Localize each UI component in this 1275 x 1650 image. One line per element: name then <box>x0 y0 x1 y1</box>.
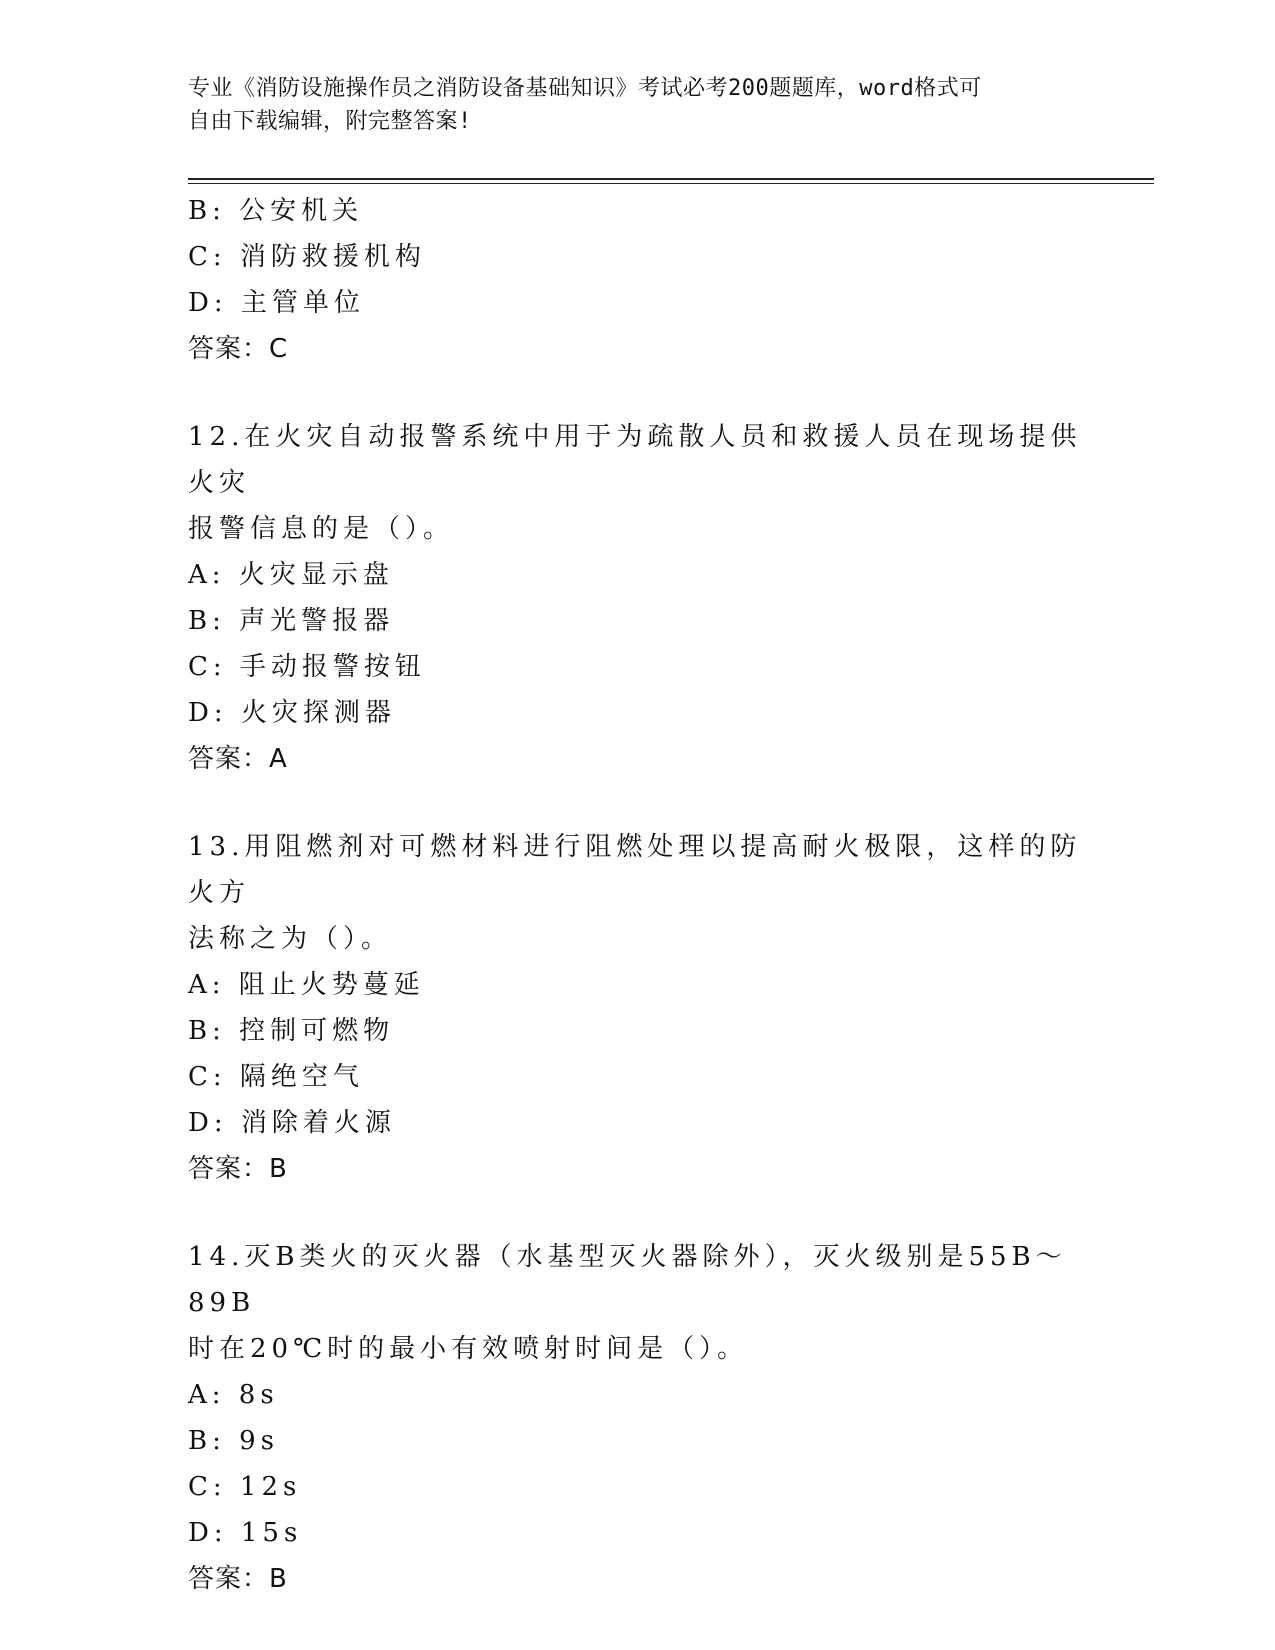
option-d: D: 15s <box>188 1518 303 1548</box>
option-a: A: 阻止火势蔓延 <box>188 970 425 1000</box>
question-13 <box>188 824 1088 1192</box>
option-c: C: 手动报警按钮 <box>188 652 426 682</box>
question-stem-line-1: 14.灭B类火的灭火器（水基型灭火器除外），灭火级别是55B～89B <box>188 1242 1067 1318</box>
question-stem-line-2: 报警信息的是（）。 <box>188 514 455 544</box>
header-line-1: 专业《消防设施操作员之消防设备基础知识》考试必考200题题库，word格式可 <box>188 76 982 101</box>
question-stem-line-1: 12.在火灾自动报警系统中用于为疏散人员和救援人员在现场提供火灾 <box>188 422 1082 498</box>
answer-line: 答案：B <box>188 1154 288 1184</box>
question-11-continued <box>188 188 1088 372</box>
question-12 <box>188 414 1088 782</box>
option-d: D: 主管单位 <box>188 288 365 318</box>
header-divider-thick <box>188 178 1154 180</box>
option-b: B: 9s <box>188 1426 280 1456</box>
option-c: C: 隔绝空气 <box>188 1062 364 1092</box>
option-b: B: 公安机关 <box>188 196 364 226</box>
answer-line: 答案：B <box>188 1564 288 1594</box>
question-stem-line-2: 时在20℃时的最小有效喷射时间是（）。 <box>188 1334 749 1364</box>
option-d: D: 消除着火源 <box>188 1108 396 1138</box>
option-c: C: 12s <box>188 1472 302 1502</box>
answer-line: 答案：A <box>188 744 288 774</box>
question-stem-line-1: 13.用阻燃剂对可燃材料进行阻燃处理以提高耐火极限，这样的防火方 <box>188 832 1082 908</box>
header-divider-thin <box>188 183 1154 184</box>
option-c: C: 消防救援机构 <box>188 242 426 272</box>
document-body <box>188 188 1088 1602</box>
header-line-2: 自由下载编辑，附完整答案! <box>188 109 472 134</box>
option-a: A: 8s <box>188 1380 279 1410</box>
option-b: B: 声光警报器 <box>188 606 395 636</box>
answer-line: 答案：C <box>188 334 289 364</box>
option-a: A: 火灾显示盘 <box>188 560 394 590</box>
option-b: B: 控制可燃物 <box>188 1016 395 1046</box>
page-header <box>188 72 1088 138</box>
question-stem-line-2: 法称之为（）。 <box>188 924 393 954</box>
option-d: D: 火灾探测器 <box>188 698 396 728</box>
question-14 <box>188 1234 1088 1602</box>
